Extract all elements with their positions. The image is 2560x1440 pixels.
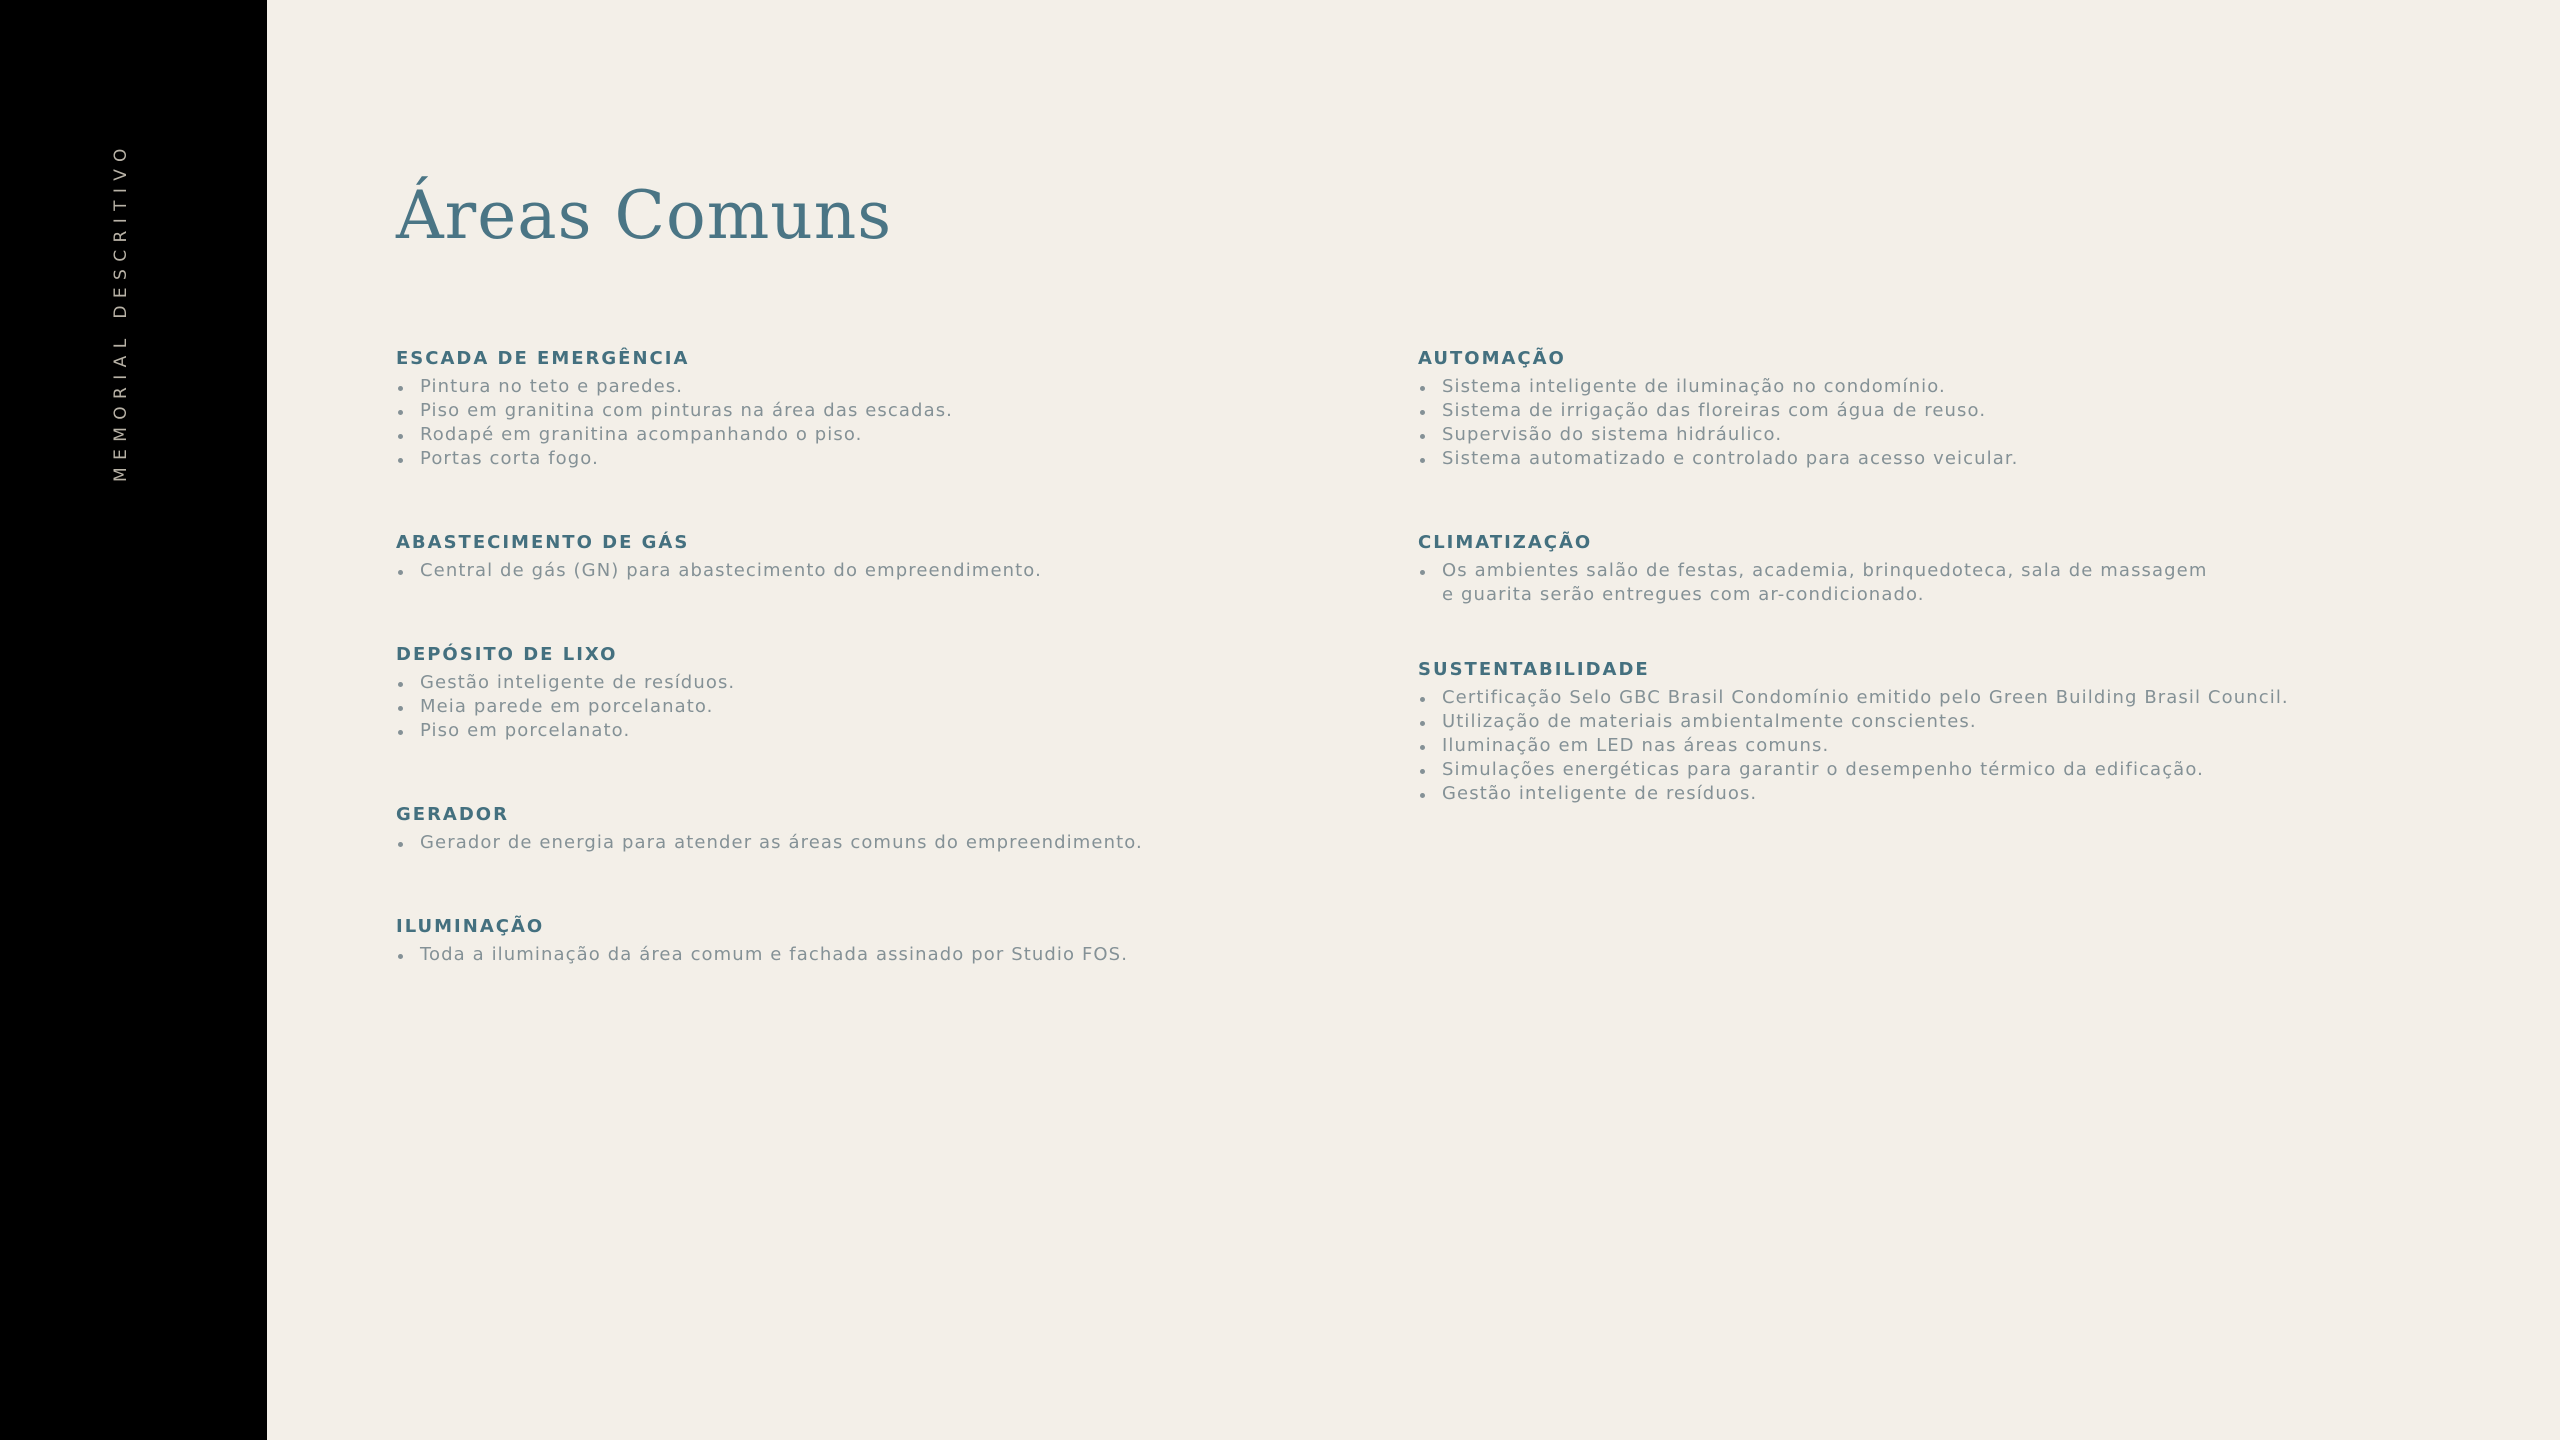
- spacer: [396, 583, 1356, 639]
- sidebar-label: MEMORIAL DESCRITIVO: [111, 141, 131, 482]
- list-item: Simulações energéticas para garantir o desempenho térmico da edificação.: [1418, 758, 2418, 782]
- list-item: Sistema de irrigação das floreiras com água de reuso.: [1418, 399, 2418, 423]
- spacer: [1418, 607, 2418, 654]
- spacer: [396, 855, 1356, 911]
- list-item: Central de gás (GN) para abastecimento do empreendimento.: [396, 559, 1356, 583]
- section-heading: DEPÓSITO DE LIXO: [396, 644, 618, 665]
- item-list: [396, 559, 1356, 583]
- list-item: Gestão inteligente de resíduos.: [396, 671, 1356, 695]
- section-climatizacao: [1418, 527, 2418, 607]
- section-deposito-de-lixo: [396, 639, 1356, 743]
- page-title: Áreas Comuns: [396, 177, 893, 254]
- section-escada-de-emergencia: [396, 343, 1356, 471]
- section-gerador: [396, 799, 1356, 855]
- spacer: [396, 743, 1356, 799]
- section-sustentabilidade: [1418, 654, 2418, 806]
- list-item: Gerador de energia para atender as áreas comuns do empreendimento.: [396, 831, 1356, 855]
- list-item: Certificação Selo GBC Brasil Condomínio emitido pelo Green Building Brasil Council.: [1418, 686, 2418, 710]
- list-item: Sistema inteligente de iluminação no condomínio.: [1418, 375, 2418, 399]
- item-list: [396, 375, 1356, 471]
- list-item: Meia parede em porcelanato.: [396, 695, 1356, 719]
- section-abastecimento-de-gas: [396, 527, 1356, 583]
- section-heading: ILUMINAÇÃO: [396, 916, 545, 937]
- list-item: Portas corta fogo.: [396, 447, 1356, 471]
- spacer: [1418, 471, 2418, 527]
- section-heading: CLIMATIZAÇÃO: [1418, 532, 1593, 553]
- section-iluminacao: [396, 911, 1356, 967]
- list-item: Rodapé em granitina acompanhando o piso.: [396, 423, 1356, 447]
- item-list: [396, 831, 1356, 855]
- list-item: Gestão inteligente de resíduos.: [1418, 782, 2418, 806]
- sidebar: [0, 0, 267, 1440]
- list-item: Utilização de materiais ambientalmente conscientes.: [1418, 710, 2418, 734]
- item-list: [396, 943, 1356, 967]
- section-heading: ABASTECIMENTO DE GÁS: [396, 532, 690, 553]
- list-item: Supervisão do sistema hidráulico.: [1418, 423, 2418, 447]
- list-item: Piso em granitina com pinturas na área das escadas.: [396, 399, 1356, 423]
- list-item: Iluminação em LED nas áreas comuns.: [1418, 734, 2418, 758]
- list-item: Sistema automatizado e controlado para acesso veicular.: [1418, 447, 2418, 471]
- item-list: [1418, 375, 2418, 471]
- spacer: [396, 471, 1356, 527]
- section-heading: AUTOMAÇÃO: [1418, 348, 1566, 369]
- item-list: [1418, 559, 2418, 607]
- section-heading: ESCADA DE EMERGÊNCIA: [396, 348, 690, 369]
- left-column: [396, 343, 1356, 967]
- list-item: Piso em porcelanato.: [396, 719, 1356, 743]
- section-heading: GERADOR: [396, 804, 509, 825]
- section-automacao: [1418, 343, 2418, 471]
- list-item: Pintura no teto e paredes.: [396, 375, 1356, 399]
- list-item: Toda a iluminação da área comum e fachada assinado por Studio FOS.: [396, 943, 1356, 967]
- section-heading: SUSTENTABILIDADE: [1418, 659, 1650, 680]
- list-item-continuation: e guarita serão entregues com ar-condicionado.: [1442, 584, 1925, 605]
- right-column: [1418, 343, 2418, 806]
- list-item: Os ambientes salão de festas, academia, brinquedoteca, sala de massagem: [1418, 559, 2418, 583]
- item-list: [1418, 686, 2418, 806]
- item-list: [396, 671, 1356, 743]
